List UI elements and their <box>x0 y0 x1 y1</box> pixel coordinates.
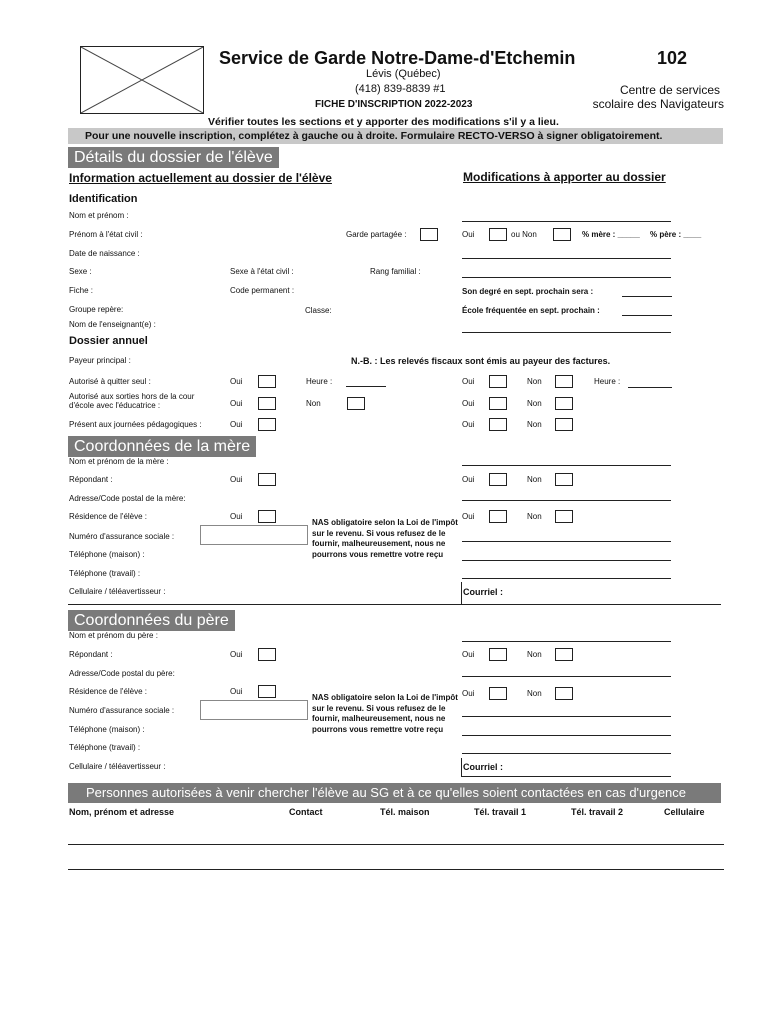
sorties-oui-checkbox[interactable] <box>258 397 276 410</box>
pere-courriel-line[interactable] <box>461 776 671 777</box>
label-sexe-civil: Sexe à l'état civil : <box>230 267 294 276</box>
pere-divider-tick <box>461 758 462 776</box>
org-line1: Centre de services <box>619 83 720 97</box>
field-pere-nom[interactable] <box>462 641 671 642</box>
mere-repondant-oui-checkbox[interactable] <box>258 473 276 486</box>
pere-residence-oui-label: Oui <box>230 687 243 696</box>
left-heading: Information actuellement au dossier de l'élève <box>69 171 332 185</box>
banner-line2: Pour une nouvelle inscription, complétez à gauche ou à droite. Formulaire RECTO-VERSO à signer obligatoirement. <box>85 130 663 142</box>
banner-line1: Vérifier toutes les sections et y apporter des modifications s'il y a lieu. <box>208 116 559 128</box>
r-mere-residence-oui-checkbox[interactable] <box>489 510 507 523</box>
label-pere-cellulaire: Cellulaire / téléavertisseur : <box>69 762 166 771</box>
mere-nas-field[interactable] <box>200 525 308 545</box>
r-pere-repondant-non-checkbox[interactable] <box>555 648 573 661</box>
r-journees-non-checkbox[interactable] <box>555 418 573 431</box>
label-mere-nom: Nom et prénom de la mère : <box>69 457 169 466</box>
city: Lévis (Québec) <box>366 68 441 80</box>
r-sorties-oui-checkbox[interactable] <box>489 397 507 410</box>
r-pere-repondant-oui-checkbox[interactable] <box>489 648 507 661</box>
r-journees-non-label: Non <box>527 420 542 429</box>
field-enseignant[interactable] <box>462 332 671 333</box>
pere-nas-field[interactable] <box>200 700 308 720</box>
mere-residence-oui-label: Oui <box>230 512 243 521</box>
label-rang: Rang familial : <box>370 267 421 276</box>
table-row[interactable] <box>68 844 724 845</box>
r-pere-residence-non-label: Non <box>527 689 542 698</box>
label-mere-nas: Numéro d'assurance sociale : <box>69 532 175 541</box>
field-pere-adresse[interactable] <box>462 676 671 677</box>
label-journees: Présent aux journées pédagogiques : <box>69 420 202 429</box>
field-mere-adresse[interactable] <box>462 500 671 501</box>
school-code: 102 <box>657 48 688 68</box>
label-groupe: Groupe repère: <box>69 305 124 314</box>
label-fiche: Fiche : <box>69 286 94 295</box>
r-journees-oui-label: Oui <box>462 420 475 429</box>
field-mere-nom[interactable] <box>462 465 671 466</box>
field-nom-prenom[interactable] <box>462 221 671 222</box>
col-contact: Contact <box>289 807 323 817</box>
section-pere: Coordonnées du père <box>68 610 235 631</box>
r-quitter-oui-checkbox[interactable] <box>489 375 507 388</box>
nb-releves: N.-B. : Les relevés fiscaux sont émis au payeur des factures. <box>351 356 611 366</box>
page-title: Service de Garde Notre-Dame-d'Etchemin <box>219 48 576 68</box>
pere-courriel-label: Courriel : <box>463 762 504 772</box>
form-title: FICHE D'INSCRIPTION 2022-2023 <box>315 99 473 110</box>
r-pere-repondant-oui-label: Oui <box>462 650 475 659</box>
garde-non-checkbox[interactable] <box>553 228 571 241</box>
garde-partagee-checkbox[interactable] <box>420 228 438 241</box>
label-payeur: Payeur principal : <box>69 356 131 365</box>
r-pere-residence-oui-label: Oui <box>462 689 475 698</box>
label-enseignant: Nom de l'enseignant(e) : <box>69 320 156 329</box>
field-mere-tel-maison[interactable] <box>462 560 671 561</box>
section-details-eleve: Détails du dossier de l'élève <box>68 147 279 168</box>
pct-pere[interactable]: % père : ____ <box>650 230 702 239</box>
label-classe: Classe: <box>305 306 332 315</box>
identification-heading: Identification <box>69 193 138 205</box>
label-mere-repondant: Répondant : <box>69 475 113 484</box>
label-sorties-1: Autorisé aux sorties hors de la cour <box>69 392 195 401</box>
r-quitter-non-checkbox[interactable] <box>555 375 573 388</box>
sorties-oui-label: Oui <box>230 399 243 408</box>
label-mere-adresse: Adresse/Code postal de la mère: <box>69 494 186 503</box>
label-degre: Son degré en sept. prochain sera : <box>462 287 594 296</box>
label-ecole: École fréquentée en sept. prochain : <box>462 306 600 315</box>
r-mere-residence-non-checkbox[interactable] <box>555 510 573 523</box>
r-mere-residence-oui-label: Oui <box>462 512 475 521</box>
section-mere: Coordonnées de la mère <box>68 436 256 457</box>
pere-residence-oui-checkbox[interactable] <box>258 685 276 698</box>
mere-residence-oui-checkbox[interactable] <box>258 510 276 523</box>
r-sorties-non-label: Non <box>527 399 542 408</box>
r-pere-repondant-non-label: Non <box>527 650 542 659</box>
field-pere-nas[interactable] <box>462 716 671 717</box>
label-pere-repondant: Répondant : <box>69 650 113 659</box>
r-sorties-oui-label: Oui <box>462 399 475 408</box>
field-mere-nas[interactable] <box>462 541 671 542</box>
label-mere-tel-maison: Téléphone (maison) : <box>69 550 145 559</box>
col-tel-travail-1: Tél. travail 1 <box>474 807 527 817</box>
field-quitter-heure[interactable] <box>346 386 386 387</box>
pere-repondant-oui-checkbox[interactable] <box>258 648 276 661</box>
phone: (418) 839-8839 #1 <box>355 83 446 95</box>
col-cellulaire: Cellulaire <box>664 807 705 817</box>
r-sorties-non-checkbox[interactable] <box>555 397 573 410</box>
pct-mere[interactable]: % mère : _____ <box>582 230 640 239</box>
r-quitter-non-label: Non <box>527 377 542 386</box>
r-journees-oui-checkbox[interactable] <box>489 418 507 431</box>
label-pere-nas: Numéro d'assurance sociale : <box>69 706 175 715</box>
logo-placeholder <box>80 46 204 114</box>
r-mere-repondant-oui-label: Oui <box>462 475 475 484</box>
r-mere-repondant-non-checkbox[interactable] <box>555 473 573 486</box>
label-pere-tel-maison: Téléphone (maison) : <box>69 725 145 734</box>
quitter-oui-label: Oui <box>230 377 243 386</box>
quitter-oui-checkbox[interactable] <box>258 375 276 388</box>
section-autorisees: Personnes autorisées à venir chercher l'élève au SG et à ce qu'elles soient contactées en cas d'urgence <box>86 785 687 800</box>
dossier-heading: Dossier annuel <box>69 335 148 347</box>
pere-repondant-oui-label: Oui <box>230 650 243 659</box>
journees-oui-label: Oui <box>230 420 243 429</box>
label-mere-tel-travail: Téléphone (travail) : <box>69 569 141 578</box>
r-mere-residence-non-label: Non <box>527 512 542 521</box>
mere-divider <box>68 604 721 605</box>
r-pere-residence-non-checkbox[interactable] <box>555 687 573 700</box>
mere-courriel-label: Courriel : <box>463 587 504 597</box>
label-garde-partagee: Garde partagée : <box>346 230 407 239</box>
label-mere-residence: Résidence de l'élève : <box>69 512 148 521</box>
r-quitter-oui-label: Oui <box>462 377 475 386</box>
label-pere-adresse: Adresse/Code postal du père: <box>69 669 175 678</box>
mere-repondant-oui-label: Oui <box>230 475 243 484</box>
col-tel-travail-2: Tél. travail 2 <box>571 807 624 817</box>
label-prenom-civil: Prénom à l'état civil : <box>69 230 143 239</box>
r-mere-repondant-oui-checkbox[interactable] <box>489 473 507 486</box>
label-date-naissance: Date de naissance : <box>69 249 140 258</box>
r-pere-residence-oui-checkbox[interactable] <box>489 687 507 700</box>
sorties-non-checkbox[interactable] <box>347 397 365 410</box>
label-nom-prenom: Nom et prénom : <box>69 211 129 220</box>
r-quitter-heure-label: Heure : <box>594 377 621 386</box>
field-sexe[interactable] <box>462 277 671 278</box>
label-pere-tel-travail: Téléphone (travail) : <box>69 743 141 752</box>
label-sorties-2: d'école avec l'éducatrice : <box>69 401 161 410</box>
mere-nas-note: NAS obligatoire selon la Loi de l'impôt sur le revenu. Si vous refusez de le fournir, malheureusement, nous ne pourrons vous remettre votre reçu <box>312 518 458 559</box>
col-nom: Nom, prénom et adresse <box>69 807 175 817</box>
garde-non-label: ou Non <box>511 230 537 239</box>
garde-oui-label: Oui <box>462 230 475 239</box>
field-date-naissance[interactable] <box>462 258 671 259</box>
field-pere-tel-maison[interactable] <box>462 735 671 736</box>
right-heading: Modifications à apporter au dossier <box>463 170 666 184</box>
label-pere-nom: Nom et prénom du père : <box>69 631 158 640</box>
org-line2: scolaire des Navigateurs <box>592 97 724 111</box>
label-pere-residence: Résidence de l'élève : <box>69 687 148 696</box>
field-r-quitter-heure[interactable] <box>628 387 672 388</box>
table-row[interactable] <box>68 869 724 870</box>
field-mere-tel-travail[interactable] <box>462 578 671 579</box>
field-pere-tel-travail[interactable] <box>462 753 671 754</box>
quitter-heure-label: Heure : <box>306 377 333 386</box>
r-mere-repondant-non-label: Non <box>527 475 542 484</box>
label-quitter: Autorisé à quitter seul : <box>69 377 151 386</box>
garde-oui-checkbox[interactable] <box>489 228 507 241</box>
label-sexe: Sexe : <box>69 267 92 276</box>
field-ecole[interactable] <box>622 315 672 316</box>
col-tel-maison: Tél. maison <box>380 807 430 817</box>
label-mere-cellulaire: Cellulaire / téléavertisseur : <box>69 587 166 596</box>
sorties-non-label: Non <box>306 399 321 408</box>
pere-nas-note: NAS obligatoire selon la Loi de l'impôt sur le revenu. Si vous refusez de le fournir, malheureusement, nous ne pourrons vous remettre votre reçu <box>312 693 458 734</box>
mere-divider-tick <box>461 582 462 604</box>
label-code-permanent: Code permanent : <box>230 286 295 295</box>
field-degre[interactable] <box>622 296 672 297</box>
journees-oui-checkbox[interactable] <box>258 418 276 431</box>
